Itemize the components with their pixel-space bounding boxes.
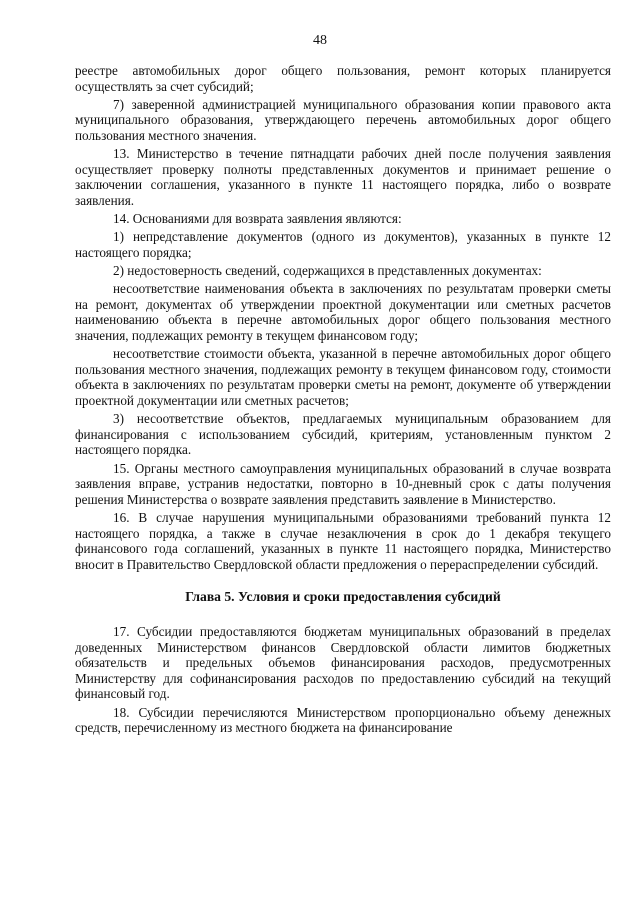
paragraph: 14. Основаниями для возврата заявления являются: bbox=[113, 211, 402, 227]
paragraph: 3) несоответствие объектов, предлагаемых муниципальным образованием для финансирования с использованием субсидий, критериям, установленным пунктом 2 настоящего порядка. bbox=[75, 411, 611, 458]
paragraph: несоответствие наименования объекта в заключениях по результатам проверки сметы на ремонт, документах об утверждении проектной документации или сметных расчетов наименованию объекта в перечне автомобильных дорог общего пользования местного значения, подлежащих ремонту в текущем финансовом году; bbox=[75, 281, 611, 344]
paragraph: несоответствие стоимости объекта, указанной в перечне автомобильных дорог общего пользования местного значения, подлежащих ремонту в текущем финансовом году, стоимости объекта в заключениях по результатам проверки сметы на ремонт, документе об утверждении проектной документации или сметных расчетов; bbox=[75, 346, 611, 409]
paragraph: 7) заверенной администрацией муниципального образования копии правового акта муниципального образования, утверждающего перечень автомобильных дорог общего пользования местного значения. bbox=[75, 96, 611, 143]
chapter-heading: Глава 5. Условия и сроки предоставления субсидий bbox=[185, 589, 501, 605]
paragraph: 18. Субсидии перечисляются Министерством пропорционально объему денежных средств, перечисленному из местного бюджета на финансирование bbox=[75, 704, 611, 736]
paragraph: 16. В случае нарушения муниципальными образованиями требований пункта 12 настоящего порядка, а также в случае незаключения в срок до 1 декабря текущего финансового года соглашений, указанных в пункте 11 настоящего порядка, Министерство вносит в Правительство Свердловской области предложения о перераспределении субсидий. bbox=[75, 509, 611, 572]
paragraph: реестре автомобильных дорог общего пользования, ремонт которых планируется осуществлять за счет субсидий; bbox=[75, 63, 611, 94]
paragraph: 13. Министерство в течение пятнадцати рабочих дней после получения заявления осуществляет проверку полноты представленных документов и принимает решение о заключении соглашения, указанного в пункте 11 настоящего порядка, либо о возврате заявления. bbox=[75, 146, 611, 208]
paragraph: 2) недостоверность сведений, содержащихся в представленных документах: bbox=[113, 263, 542, 279]
paragraph: 17. Субсидии предоставляются бюджетам муниципальных образований в пределах доведенных Министерством финансов Свердловской области лимитов бюджетных обязательств и предельных объемов финансирования расходов, предусмотренных Министерству для софинансирования расходов по предоставлению субсидий на текущий финансовый год. bbox=[75, 623, 611, 702]
paragraph: 1) непредставление документов (одного из документов), указанных в пункте 12 настоящего порядка; bbox=[75, 229, 611, 260]
page-number: 48 bbox=[313, 33, 327, 48]
document-body bbox=[75, 63, 611, 738]
paragraph: 15. Органы местного самоуправления муниципальных образований в случае возврата заявления вправе, устранив недостатки, повторно в 10-дневный срок с даты получения решения Министерства о возврате заявления представить заявление в Министерство. bbox=[75, 460, 611, 507]
